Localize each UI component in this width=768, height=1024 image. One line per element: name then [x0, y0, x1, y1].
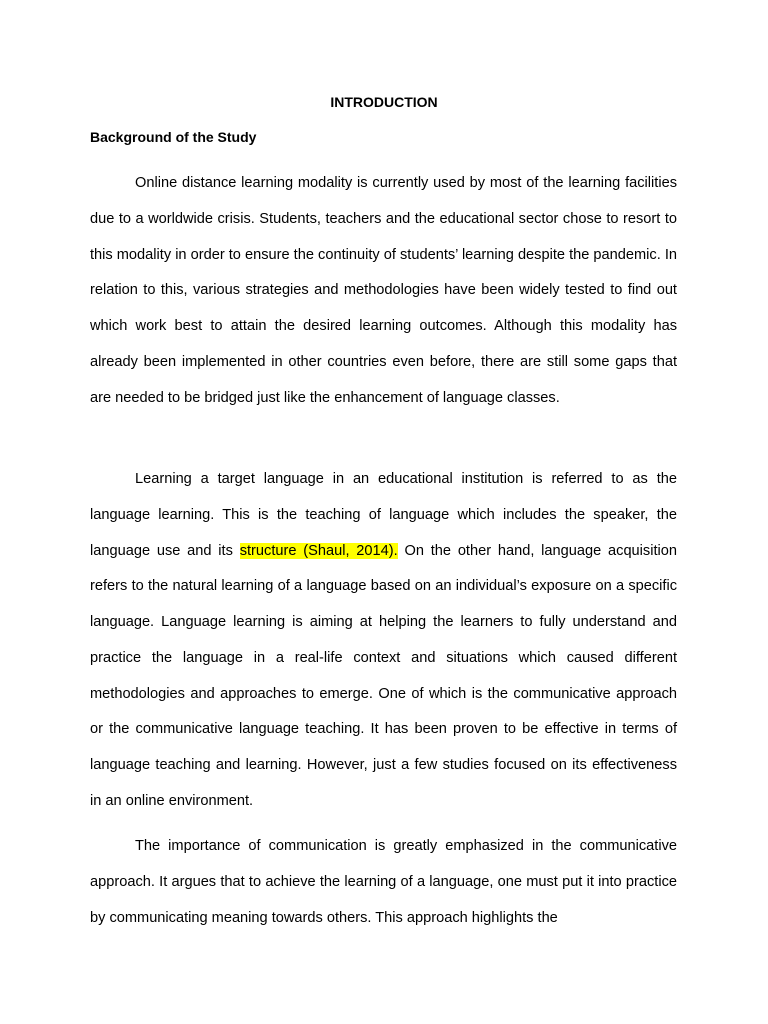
paragraph-1: Online distance learning modality is currently used by most of the learning facilities due to a worldwide crisis. Students, teachers and the educational sector chose to resort to this modality in order to ensure the continuity of students’ learning despite the pandemic. In relation to this, various strategies and methodologies have been widely tested to find out which work best to attain the desired learning outcomes. Although this modality has already been implemented in other countries even before, there are still some gaps that are needed to be bridged just like the enhancement of language classes. [90, 175, 677, 406]
paragraph-2-text-before: Learning a target language in an educational institution is referred to as the language learning. This is the teaching of language which includes the speaker, the language use and its [90, 471, 677, 559]
paragraph-2 [90, 462, 677, 820]
section-heading: Background of the Study [90, 129, 257, 145]
paragraph-2-text-after: On the other hand, language acquisition refers to the natural learning of a language based on an individual’s exposure on a specific language. Language learning is aiming at helping the learners to fully understand and practice the language in a real-life context and situations which caused different methodologies and approaches to emerge. One of which is the communicative approach or the communicative language teaching. It has been proven to be effective in terms of language teaching and learning. However, just a few studies focused on its effectiveness in an online environment. [90, 542, 677, 809]
document-title: INTRODUCTION [330, 94, 438, 110]
highlighted-citation: structure (Shaul, 2014). [239, 542, 398, 559]
paragraph-3: The importance of communication is greatly emphasized in the communicative approach. It argues that to achieve the learning of a language, one must put it into practice by communicating meaning towards others. This approach highlights the [90, 838, 677, 926]
